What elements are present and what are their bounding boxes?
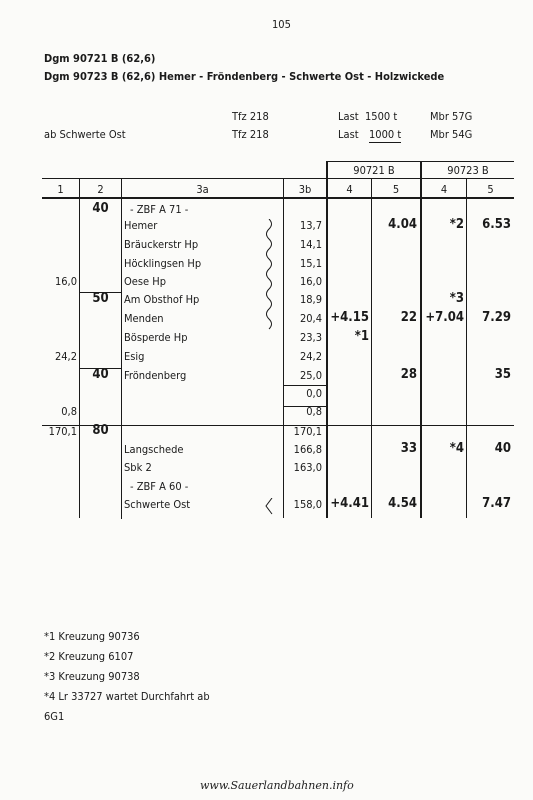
cell-90721-arr: +4.41 bbox=[330, 496, 369, 511]
cell-km-3b: 15,1 bbox=[299, 257, 322, 270]
cell-90721-dep: 28 bbox=[400, 367, 417, 382]
cell-km-3b: 166,8 bbox=[293, 443, 322, 456]
cell-90723-dep: 40 bbox=[494, 441, 511, 456]
grid-col-1-2 bbox=[79, 179, 80, 518]
cell-90721-arr: +4.15 bbox=[330, 310, 369, 325]
grid-train-line bbox=[42, 178, 514, 179]
cell-km-3b: 0,8 bbox=[306, 405, 322, 418]
cell-90723-arr: +7.04 bbox=[425, 310, 464, 325]
cell-90721-dep: 22 bbox=[400, 310, 417, 325]
footnote-2: *2 Kreuzung 6107 bbox=[44, 650, 134, 663]
grid-col-2-3a-body bbox=[121, 199, 122, 519]
cell-station: Schwerte Ost bbox=[124, 498, 191, 511]
cell-km-3b: 14,1 bbox=[299, 238, 322, 251]
cell-speed: 40 bbox=[92, 201, 109, 216]
wavy-line-2-icon bbox=[262, 498, 276, 518]
col-header-3a: 3a bbox=[196, 183, 209, 196]
cell-station: Höcklingsen Hp bbox=[124, 257, 202, 270]
col-header-1: 1 bbox=[57, 183, 64, 196]
watermark: www.Sauerlandbahnen.info bbox=[200, 779, 354, 792]
page-number: 105 bbox=[272, 18, 291, 31]
cell-km-1: 170,1 bbox=[48, 425, 77, 438]
cell-station: Langschede bbox=[124, 443, 184, 456]
cell-station: Fröndenberg bbox=[124, 369, 187, 382]
train-header-1: 90721 B bbox=[353, 164, 395, 177]
header-line-2: Dgm 90723 B (62,6) Hemer - Fröndenberg - Schwerte Ost - Holzwickede bbox=[44, 70, 445, 83]
cell-km-3b: 16,0 bbox=[299, 275, 322, 288]
footnote-1: *1 Kreuzung 90736 bbox=[44, 630, 140, 643]
cell-speed: 50 bbox=[92, 291, 109, 306]
cell-km-3b: 25,0 bbox=[299, 369, 322, 382]
cell-90723-arr: *2 bbox=[449, 217, 464, 232]
cell-90723-arr: *4 bbox=[449, 441, 464, 456]
col-header-4a: 4 bbox=[346, 183, 353, 196]
cell-km-1: 24,2 bbox=[54, 350, 77, 363]
col-header-5b: 5 bbox=[487, 183, 494, 196]
cell-station: Hemer bbox=[124, 219, 158, 232]
cell-station: - ZBF A 60 - bbox=[130, 480, 189, 493]
cell-km-1: 0,8 bbox=[61, 405, 77, 418]
cell-90723-dep: 7.47 bbox=[482, 496, 511, 511]
cell-km-3b: 13,7 bbox=[299, 219, 322, 232]
grid-header-line bbox=[42, 197, 514, 199]
cell-km-3b: 20,4 bbox=[299, 312, 322, 325]
cell-90721-dep: 4.54 bbox=[388, 496, 417, 511]
footnote-3: *3 Kreuzung 90738 bbox=[44, 670, 140, 683]
cell-km-3b: 0,0 bbox=[306, 387, 322, 400]
cell-station: Menden bbox=[124, 312, 164, 325]
cell-speed: 40 bbox=[92, 367, 109, 382]
col-header-3b: 3b bbox=[298, 183, 312, 196]
cell-90723-arr: *3 bbox=[449, 291, 464, 306]
header-line-1: Dgm 90721 B (62,6) bbox=[44, 52, 156, 65]
cell-station: Esig bbox=[124, 350, 145, 363]
cell-station: Am Obsthof Hp bbox=[124, 293, 200, 306]
cell-km-3b: 18,9 bbox=[299, 293, 322, 306]
cell-km-1: 16,0 bbox=[54, 275, 77, 288]
last-label-1: Last bbox=[338, 110, 359, 123]
cell-90721-dep: 33 bbox=[400, 441, 417, 456]
cell-km-3b: 170,1 bbox=[293, 425, 322, 438]
last-value-1: 1500 t bbox=[365, 110, 398, 123]
mbr-1: Mbr 57G bbox=[430, 110, 473, 123]
train-header-2: 90723 B bbox=[447, 164, 489, 177]
cell-90721-arr: *1 bbox=[354, 329, 369, 344]
cell-station: - ZBF A 71 - bbox=[130, 203, 189, 216]
cell-km-3b: 24,2 bbox=[299, 350, 322, 363]
tfz-2: Tfz 218 bbox=[232, 128, 269, 141]
tfz-1: Tfz 218 bbox=[232, 110, 269, 123]
cell-km-3b: 163,0 bbox=[293, 461, 322, 474]
col-header-4b: 4 bbox=[440, 183, 448, 196]
cell-90723-dep: 7.29 bbox=[482, 310, 511, 325]
mbr-2: Mbr 54G bbox=[430, 128, 473, 141]
cell-90723-dep: 35 bbox=[494, 367, 511, 382]
grid-col-5-4b bbox=[420, 161, 422, 518]
cell-station: Sbk 2 bbox=[124, 461, 152, 474]
last-value-2: 1000 t bbox=[369, 128, 402, 141]
col-header-5a: 5 bbox=[392, 183, 400, 196]
cell-km-3b: 23,3 bbox=[299, 331, 322, 344]
cell-station: Bräuckerstr Hp bbox=[124, 238, 199, 251]
last-label-2: Last bbox=[338, 128, 359, 141]
cell-station: Bösperde Hp bbox=[124, 331, 188, 344]
cell-station: Oese Hp bbox=[124, 275, 166, 288]
cell-90721-dep: 4.04 bbox=[388, 217, 417, 232]
km-divider-1 bbox=[284, 385, 326, 386]
wavy-line-1-icon bbox=[262, 219, 276, 331]
cell-speed: 80 bbox=[92, 423, 109, 438]
cell-km-3b: 158,0 bbox=[293, 498, 322, 511]
cell-90723-dep: 6.53 bbox=[482, 217, 511, 232]
footnote-4: *4 Lr 33727 wartet Durchfahrt ab bbox=[44, 690, 210, 703]
col-header-2: 2 bbox=[97, 183, 104, 196]
footnote-5: 6G1 bbox=[44, 710, 65, 723]
traction-label-2: ab Schwerte Ost bbox=[44, 128, 126, 141]
